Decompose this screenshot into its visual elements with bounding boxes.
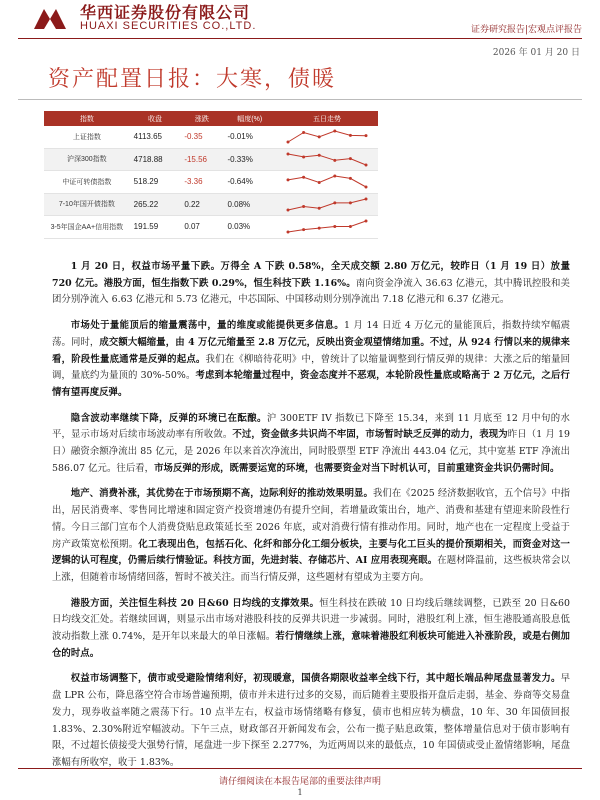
sparkline [280,216,374,237]
table-row [44,148,378,171]
footer-divider [18,768,582,769]
index-name: 7-10年国开债指数 [44,193,130,216]
close-value: 4718.88 [130,148,181,171]
change-value: -0.35 [180,126,223,148]
sparkline [280,149,374,170]
index-name: 3-5年国企AA+信用指数 [44,216,130,239]
sparkline-point [333,201,336,204]
bold-text: 化工表现出色，包括石化、化纤和部分化工细分板块，主要与化工巨头的提价预期相关，而资金对这一逻辑的认可程度，仍需后续行情验证。科技方面，先进封装、存储芯片、AI 应用表现亮眼。 [52,538,570,567]
sparkline-point [318,206,321,209]
market-table [44,111,378,239]
sparkline-point [364,186,367,189]
table-header-row [44,111,378,126]
bold-text: 隐含波动率继续下降，反弹的环境已在酝酿。 [70,412,267,424]
pct-value: -0.01% [223,126,276,148]
table-row [44,171,378,194]
body-text: 我们在《柳暗待花明》中，曾统计了以缩量调整到行情反弹的规律：大涨之后的缩量回调，量底约为量顶的 30%-50%。 [52,353,570,382]
sparkline-point [286,208,289,211]
pct-value: -0.33% [223,148,276,171]
company-logo [30,5,70,33]
header-trend: 五日走势 [276,111,378,126]
bold-text: 市场反弹的形成，既需要运宽的环境，也需要资金对当下时机认可，目前重建资金共识仍需时间。 [154,462,560,474]
trend-cell [276,148,378,171]
company-name-en: HUAXI SECURITIES CO.,LTD. [80,20,257,32]
header-divider [18,38,582,39]
paragraph-hk-stocks [52,596,570,663]
title-divider [18,99,582,100]
sparkline [280,194,374,215]
bold-text: 成交额大幅缩量，由 4 万亿元缩量至 2.8 万亿元，反映出资金观望情绪加重。不过，从 924 行情以来的规律来看，阶段性量底通常是反弹的起点。 [52,336,570,365]
sparkline-point [364,163,367,166]
paragraph-volume [52,318,570,402]
paragraph-bonds [52,671,570,771]
sparkline-point [349,134,352,137]
change-value: -15.56 [180,148,223,171]
sparkline-point [364,197,367,200]
sparkline-point [302,131,305,134]
bold-text: 若行情继续上涨，意味着港股红利板块可能进入补涨阶段，或是右侧加仓的时点。 [52,631,570,659]
sparkline-point [302,155,305,158]
body-text: 恒生科技在跌破 10 日均线后继续调整，已跌至 20 日&60 日均线交汇处。若继续回调，则显示出市场对港股科技的反弹共识进一步减弱。同时，港股红利上涨，恒生港股通高股息低波动指数上涨 0.74%，是开年以来最大的单日涨幅。 [52,597,570,643]
sparkline-point [364,220,367,223]
sparkline-point [333,225,336,228]
change-value: 0.22 [180,193,223,216]
body-text: 昨日（1 月 19 日）融资余额净流出 85 亿元，是 2026 年以来首次净流出，同时股票型 ETF 净流出 443.04 亿元，其中宽基 ETF 净流出 586.07 亿元。往后看， [52,429,571,474]
index-name: 中证可转债指数 [44,171,130,194]
index-name: 沪深300指数 [44,148,130,171]
report-type: 证券研究报告|宏观点评报告 [470,25,582,35]
sparkline-point [318,136,321,139]
sparkline [280,126,374,147]
body-text: 1 月 14 日近 4 万亿元的量能顶后，指数持续窄幅震荡。同时， [52,320,570,348]
sparkline-point [286,152,289,155]
close-value: 191.59 [130,216,181,239]
sparkline-point [302,176,305,179]
sparkline-path [288,131,366,142]
change-value: 0.07 [180,216,223,239]
paragraph-volatility [52,411,570,478]
sparkline-point [302,228,305,231]
change-value: -3.36 [180,171,223,194]
header-index: 指数 [44,111,130,126]
table-row [44,193,378,216]
trend-cell [276,126,378,148]
page-number: 1 [297,788,303,797]
sparkline-point [286,231,289,234]
report-title: 资产配置日报：大寒，债暖 [48,67,337,92]
sparkline-point [302,205,305,208]
sparkline-path [288,154,366,165]
pct-value: 0.03% [223,216,276,239]
close-value: 4113.65 [130,126,181,148]
close-value: 518.29 [130,171,181,194]
report-body [52,259,570,781]
pct-value: 0.08% [223,193,276,216]
body-text: 南向资金净流入 36.63 亿港元，其中腾讯控股和美团分别净流入 6.63 亿港元和 5.73 亿港元，中芯国际、中国移动则分别净流出 7.18 亿港元和 6.37 亿港元。 [52,277,570,306]
sparkline-point [364,134,367,137]
body-text: 早盘 LPR 公布，降息落空符合市场普遍预期，债市并未进行过多的交易，而后随着主要股指开盘后走弱，基金、券商等交易盘发力，现券收益率随之震荡下行。10 点半左右，权益市场情绪略有修复，债市也相应转为横盘，10 年、30 年国债回报 1.83%、2.30%附近窄幅波动。下午三点，财政部召开新闻发布会，公布一揽子贴息政策，整体增量信息对于债市影响有限，不过超长债接受大强势行情，尾盘进一步下探至 2.277%，为近两周以来的最低点，10 年国债或受止盈情绪影响，尾盘涨幅有所收窄，收于 1.83%。 [52,673,570,768]
sparkline-point [349,157,352,160]
sparkline-point [318,154,321,157]
table-row [44,126,378,148]
sparkline-point [318,181,321,184]
bold-text: 不过，资金做多共识尚不牢固，市场暂时缺乏反弹的动力，表现为 [232,429,508,441]
sparkline-point [349,177,352,180]
bold-text: 1 月 20 日，权益市场平量下跌。万得全 A 下跌 0.58%，全天成交额 2.80 万亿元，较昨日（1 月 19 日）放量 720 亿元。港股方面，恒生指数下跌 0.29%，恒生科技下跌 1.16%。 [52,261,570,289]
sparkline-path [288,176,366,187]
bold-text: 地产、消费补涨，其优势在于市场预期不高，边际利好的推动效果明显。 [70,488,373,500]
bold-text: 港股方面，关注恒生科技 20 日&60 日均线的支撑效果。 [70,597,320,609]
header-pct: 幅度(%) [223,111,276,126]
header-change: 涨跌 [180,111,223,126]
sparkline-point [333,130,336,133]
sparkline-point [349,201,352,204]
legal-disclaimer: 请仔细阅读在本报告尾部的重要法律声明 [218,777,381,787]
paragraph-market-summary [52,259,570,309]
company-name-cn: 华西证券股份有限公司 [80,3,251,22]
pct-value: -0.64% [223,171,276,194]
report-date: 2026 年 01 月 20 日 [492,48,580,58]
sparkline-point [333,159,336,162]
sparkline-path [288,221,366,232]
trend-cell [276,216,378,239]
sparkline-point [349,225,352,228]
close-value: 265.22 [130,193,181,216]
bold-text: 市场处于量能顶后的缩量震荡中，量的维度或能提供更多信息。 [70,320,345,332]
body-text: 沪 300ETF IV 指数已下降至 15.34，来到 11 月底至 12 月中旬的水平，显示市场对后续市场波动率有所收敛。 [52,412,570,441]
bold-text: 权益市场调整下，债市或受避险情绪利好，初现暖意，国债各期限收益率全线下行，其中超长端品种尾盘显著发力。 [70,673,561,685]
table-row [44,216,378,239]
sparkline-point [286,141,289,144]
sparkline [280,171,374,192]
trend-cell [276,171,378,194]
index-name: 上证指数 [44,126,130,148]
sparkline-path [288,199,366,210]
body-text: 在题材降温前，这些板块常会以上涨，但随着市场情绪回落，暂时不被关注。而当行情反弹，这些题材有望成为主要方向。 [52,555,571,583]
header-close: 收盘 [130,111,181,126]
bold-text: 考虑到本轮缩量过程中，资金态度并不恶观，本轮阶段性量底或略高于 2 万亿元，之后行情有望再度反弹。 [52,370,570,398]
sparkline-point [333,175,336,178]
sparkline-point [318,227,321,230]
sparkline-point [286,179,289,182]
trend-cell [276,193,378,216]
paragraph-sectors [52,486,570,586]
body-text: 我们在《2025 经济数据收官，五个信号》中指出，居民消费率、零售同比增速和固定资产投资增速仍有提升空间，若增量政策出台，地产、消费和基建有望迎来阶段性行情。今日三部门宣布个人消费贷贴息政策延长至 2026 年底，或对消费行情有推动作用。同时，地产也在一定程度上受益于房产政策宽松预期。 [52,488,570,550]
